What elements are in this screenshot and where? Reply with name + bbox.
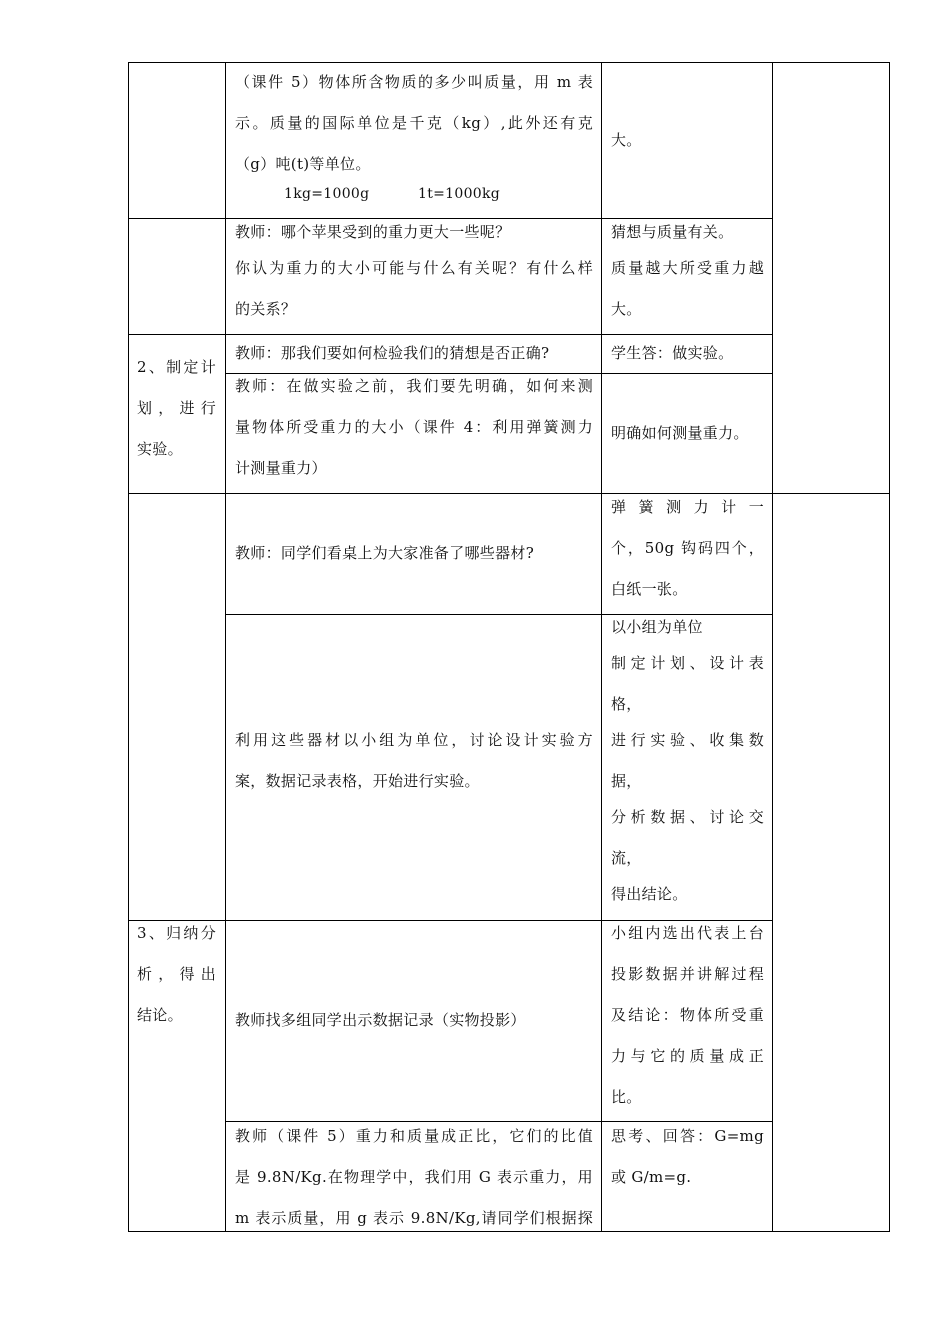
- content-cell: [235, 248, 593, 289]
- step-cell: [137, 913, 216, 995]
- text-line: 教师找多组同学出示数据记录（实物投影）: [235, 1011, 526, 1029]
- student-activity-cell: [611, 212, 764, 253]
- text-line: 格，: [611, 695, 642, 713]
- student-activity-cell: [611, 373, 764, 493]
- content-cell: [235, 289, 593, 330]
- step-line: 划，进行: [137, 399, 216, 417]
- text-line: 制定计划、设计表: [611, 654, 764, 672]
- table-border-right: [889, 62, 890, 1232]
- text-line: 是 9.8N/Kg.在物理学中，我们用 G 表示重力，用: [235, 1168, 593, 1186]
- text-line: 你认为重力的大小可能与什么有关呢？有什么样: [235, 259, 593, 277]
- column-divider-3: [772, 62, 773, 1232]
- text-line: 思考、回答：G=mg: [611, 1127, 764, 1145]
- text-line: 教师：那我们要如何检验我们的猜想是否正确?: [235, 344, 550, 362]
- text-line: 计测量重力）: [235, 459, 327, 477]
- student-activity-cell: [611, 334, 764, 373]
- content-cell: [235, 366, 593, 448]
- text-line: 弹簧测力计一: [611, 498, 764, 516]
- text-line: 比。: [611, 1088, 642, 1106]
- text-line: 及结论：物体所受重: [611, 1006, 764, 1024]
- text-line: （g）吨(t)等单位。: [235, 155, 371, 173]
- step-line: 3、归纳分: [137, 924, 216, 942]
- text-line: 力与它的质量成正: [611, 1047, 764, 1065]
- text-line: 利用这些器材以小组为单位，讨论设计实验方: [235, 731, 593, 749]
- content-cell: [235, 493, 593, 614]
- text-line: 的关系？: [235, 300, 297, 318]
- student-activity-cell: [611, 248, 764, 289]
- formula: 1t=1000kg: [418, 186, 501, 202]
- text-line: 案，数据记录表格，开始进行实验。: [235, 772, 480, 790]
- content-cell: [235, 212, 593, 253]
- student-activity-cell: [611, 289, 764, 330]
- text-line: 猜想与质量有关。: [611, 223, 734, 241]
- student-activity-cell: [611, 874, 764, 915]
- student-activity-cell: [611, 607, 764, 648]
- student-activity-cell: [611, 797, 764, 838]
- text-line: 教师：同学们看桌上为大家准备了哪些器材?: [235, 544, 535, 562]
- text-line: 教师：哪个苹果受到的重力更大一些呢？: [235, 223, 511, 241]
- student-activity-cell: [611, 684, 764, 725]
- text-line: 白纸一张。: [611, 580, 688, 598]
- step-cell: [137, 347, 216, 429]
- text-line: 质量越大所受重力越: [611, 259, 764, 277]
- table-border-left: [128, 62, 129, 1232]
- step-line: 结论。: [137, 1006, 183, 1024]
- student-activity-cell: [611, 838, 764, 879]
- text-line: 大。: [611, 300, 642, 318]
- text-line: 明确如何测量重力。: [611, 423, 749, 442]
- text-line: 个，50g 钩码四个，: [611, 539, 764, 557]
- text-line: 流，: [611, 849, 642, 867]
- text-line: 教师：在做实验之前，我们要先明确，如何来测: [235, 377, 593, 395]
- text-line: 大。: [611, 130, 642, 149]
- text-line: 学生答：做实验。: [611, 344, 734, 362]
- text-line: 小组内选出代表上台: [611, 924, 764, 942]
- student-activity-cell: [611, 643, 764, 684]
- content-cell: [235, 761, 593, 802]
- text-line: 据，: [611, 772, 642, 790]
- step-cell: [137, 429, 216, 470]
- content-cell: [235, 448, 593, 489]
- content-cell: [235, 1116, 593, 1239]
- content-cell: [235, 920, 593, 1121]
- content-cell: [235, 62, 593, 144]
- text-line: （课件 5）物体所含物质的多少叫质量，用 m 表: [235, 73, 593, 91]
- content-cell: [235, 720, 593, 761]
- text-line: 分析数据、讨论交: [611, 808, 764, 826]
- text-line: 以小组为单位: [611, 618, 703, 636]
- column-divider-2: [601, 62, 602, 1232]
- text-line: 或 G/m=g.: [611, 1168, 692, 1186]
- step-cell: [137, 995, 216, 1036]
- student-activity-cell: [611, 1116, 764, 1157]
- step-line: 析，得出: [137, 965, 216, 983]
- text-line: 示。质量的国际单位是千克（kg）,此外还有克: [235, 114, 593, 132]
- student-activity-cell: [611, 1157, 764, 1198]
- text-line: 投影数据并讲解过程: [611, 965, 764, 983]
- student-activity-cell: [611, 761, 764, 802]
- student-activity-cell: [611, 487, 764, 569]
- text-line: 得出结论。: [611, 885, 688, 903]
- text-line: 进行实验、收集数: [611, 731, 764, 749]
- student-activity-cell: [611, 569, 764, 610]
- column-divider-1: [225, 62, 226, 1232]
- step-line: 实验。: [137, 440, 183, 458]
- student-activity-cell: [611, 720, 764, 761]
- formula: 1kg=1000g: [284, 186, 370, 202]
- student-activity-cell: [611, 1077, 764, 1118]
- student-activity-cell: [611, 62, 764, 218]
- text-line: m 表示质量，用 g 表示 9.8N/Kg,请同学们根据探: [235, 1209, 593, 1227]
- text-line: 教师（课件 5）重力和质量成正比，它们的比值: [235, 1127, 593, 1145]
- step-line: 2、制定计: [137, 358, 216, 376]
- student-activity-cell: [611, 913, 764, 1077]
- text-line: 量物体所受重力的大小（课件 4：利用弹簧测力: [235, 418, 593, 436]
